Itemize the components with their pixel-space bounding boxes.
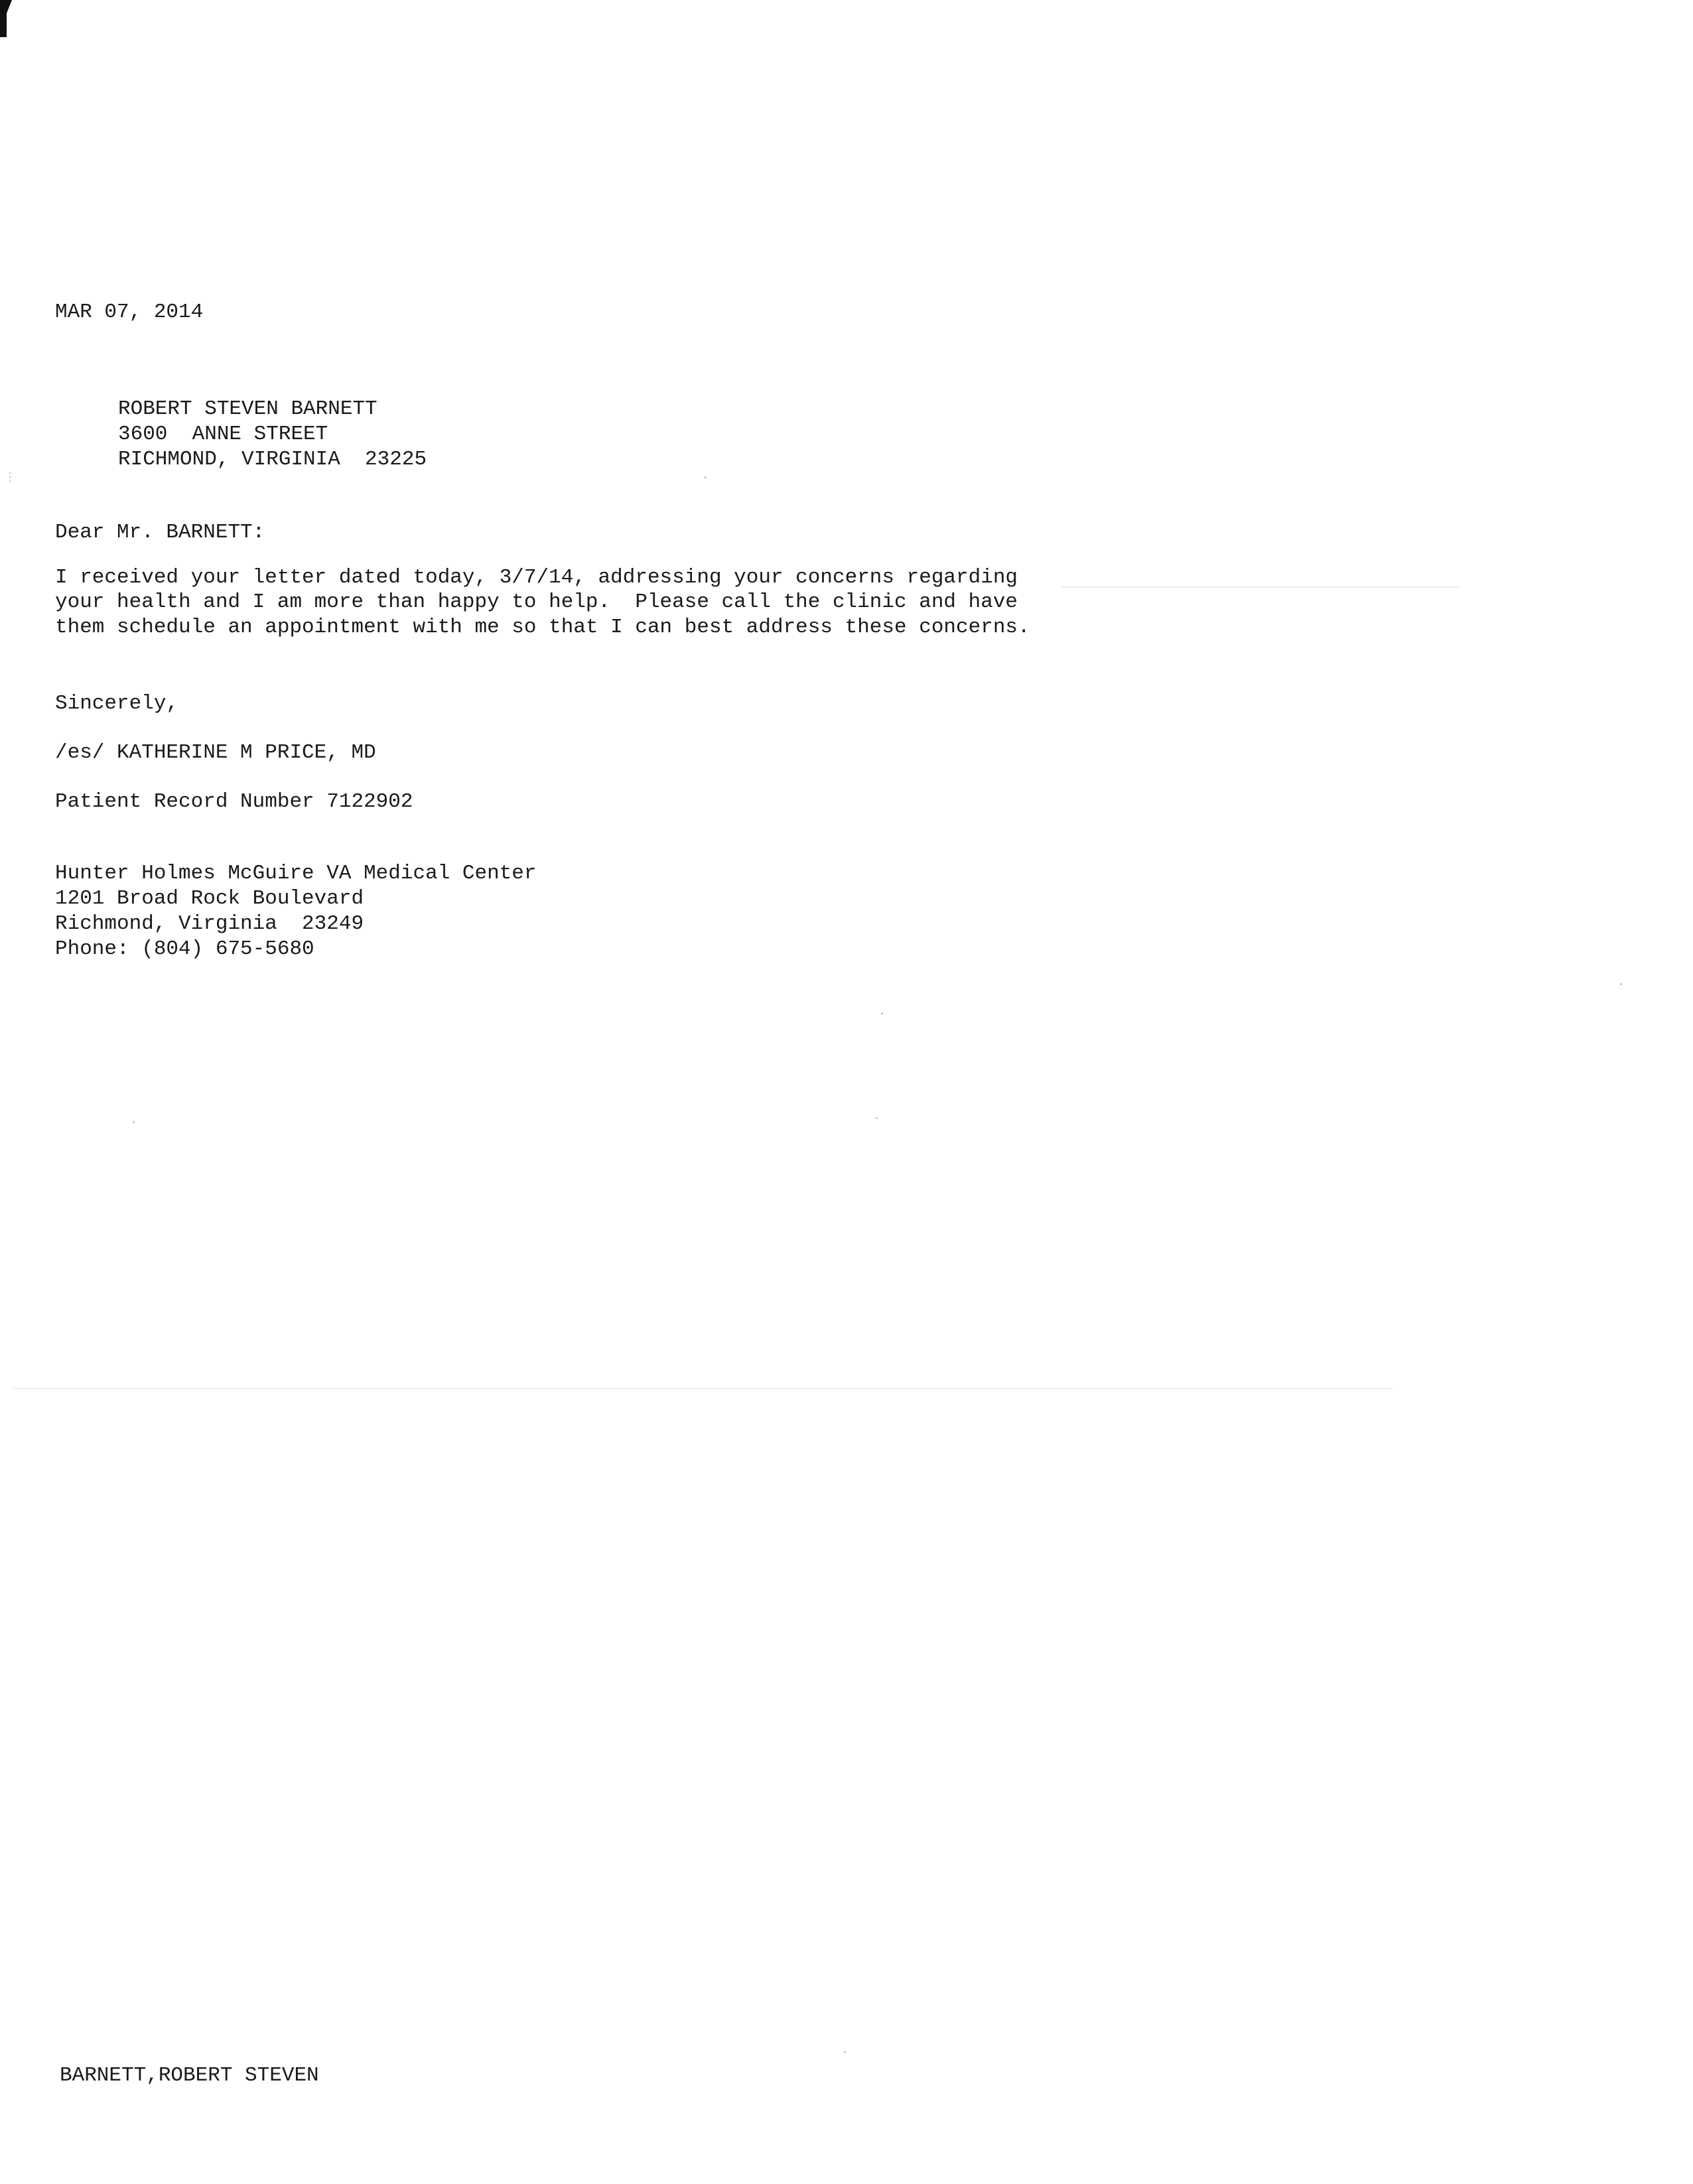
recipient-name: ROBERT STEVEN BARNETT (118, 397, 377, 421)
body-line: your health and I am more than happy to help. Please call the clinic and have (55, 590, 1018, 614)
scan-dust (844, 2051, 846, 2053)
footer-patient-name: BARNETT,ROBERT STEVEN (60, 2064, 319, 2087)
scan-dust (133, 1121, 135, 1123)
salutation: Dear Mr. BARNETT: (55, 521, 265, 544)
sender-city-state-zip: Richmond, Virginia 23249 (55, 912, 364, 935)
body-line: them schedule an appointment with me so that I can best address these concerns. (55, 616, 1030, 639)
scan-dust (881, 1012, 883, 1014)
recipient-city-state-zip: RICHMOND, VIRGINIA 23225 (118, 448, 427, 471)
scan-speck: ⋮ (4, 472, 16, 485)
scan-artifact-line (13, 1388, 1393, 1389)
sender-name: Hunter Holmes McGuire VA Medical Center (55, 862, 537, 885)
recipient-street: 3600 ANNE STREET (118, 423, 328, 446)
scan-dust (1620, 983, 1622, 985)
signature: /es/ KATHERINE M PRICE, MD (55, 741, 376, 764)
letter-date: MAR 07, 2014 (55, 301, 204, 324)
scan-corner-mark (0, 0, 7, 37)
body-line: I received your letter dated today, 3/7/14, addressing your concerns regarding (55, 566, 1018, 589)
scan-artifact-line (1061, 586, 1459, 588)
sender-street: 1201 Broad Rock Boulevard (55, 887, 364, 910)
sender-phone: Phone: (804) 675-5680 (55, 937, 314, 961)
scan-dust (705, 476, 707, 478)
scan-dust (876, 1117, 878, 1119)
closing: Sincerely, (55, 692, 179, 715)
patient-record-number: Patient Record Number 7122902 (55, 790, 413, 813)
